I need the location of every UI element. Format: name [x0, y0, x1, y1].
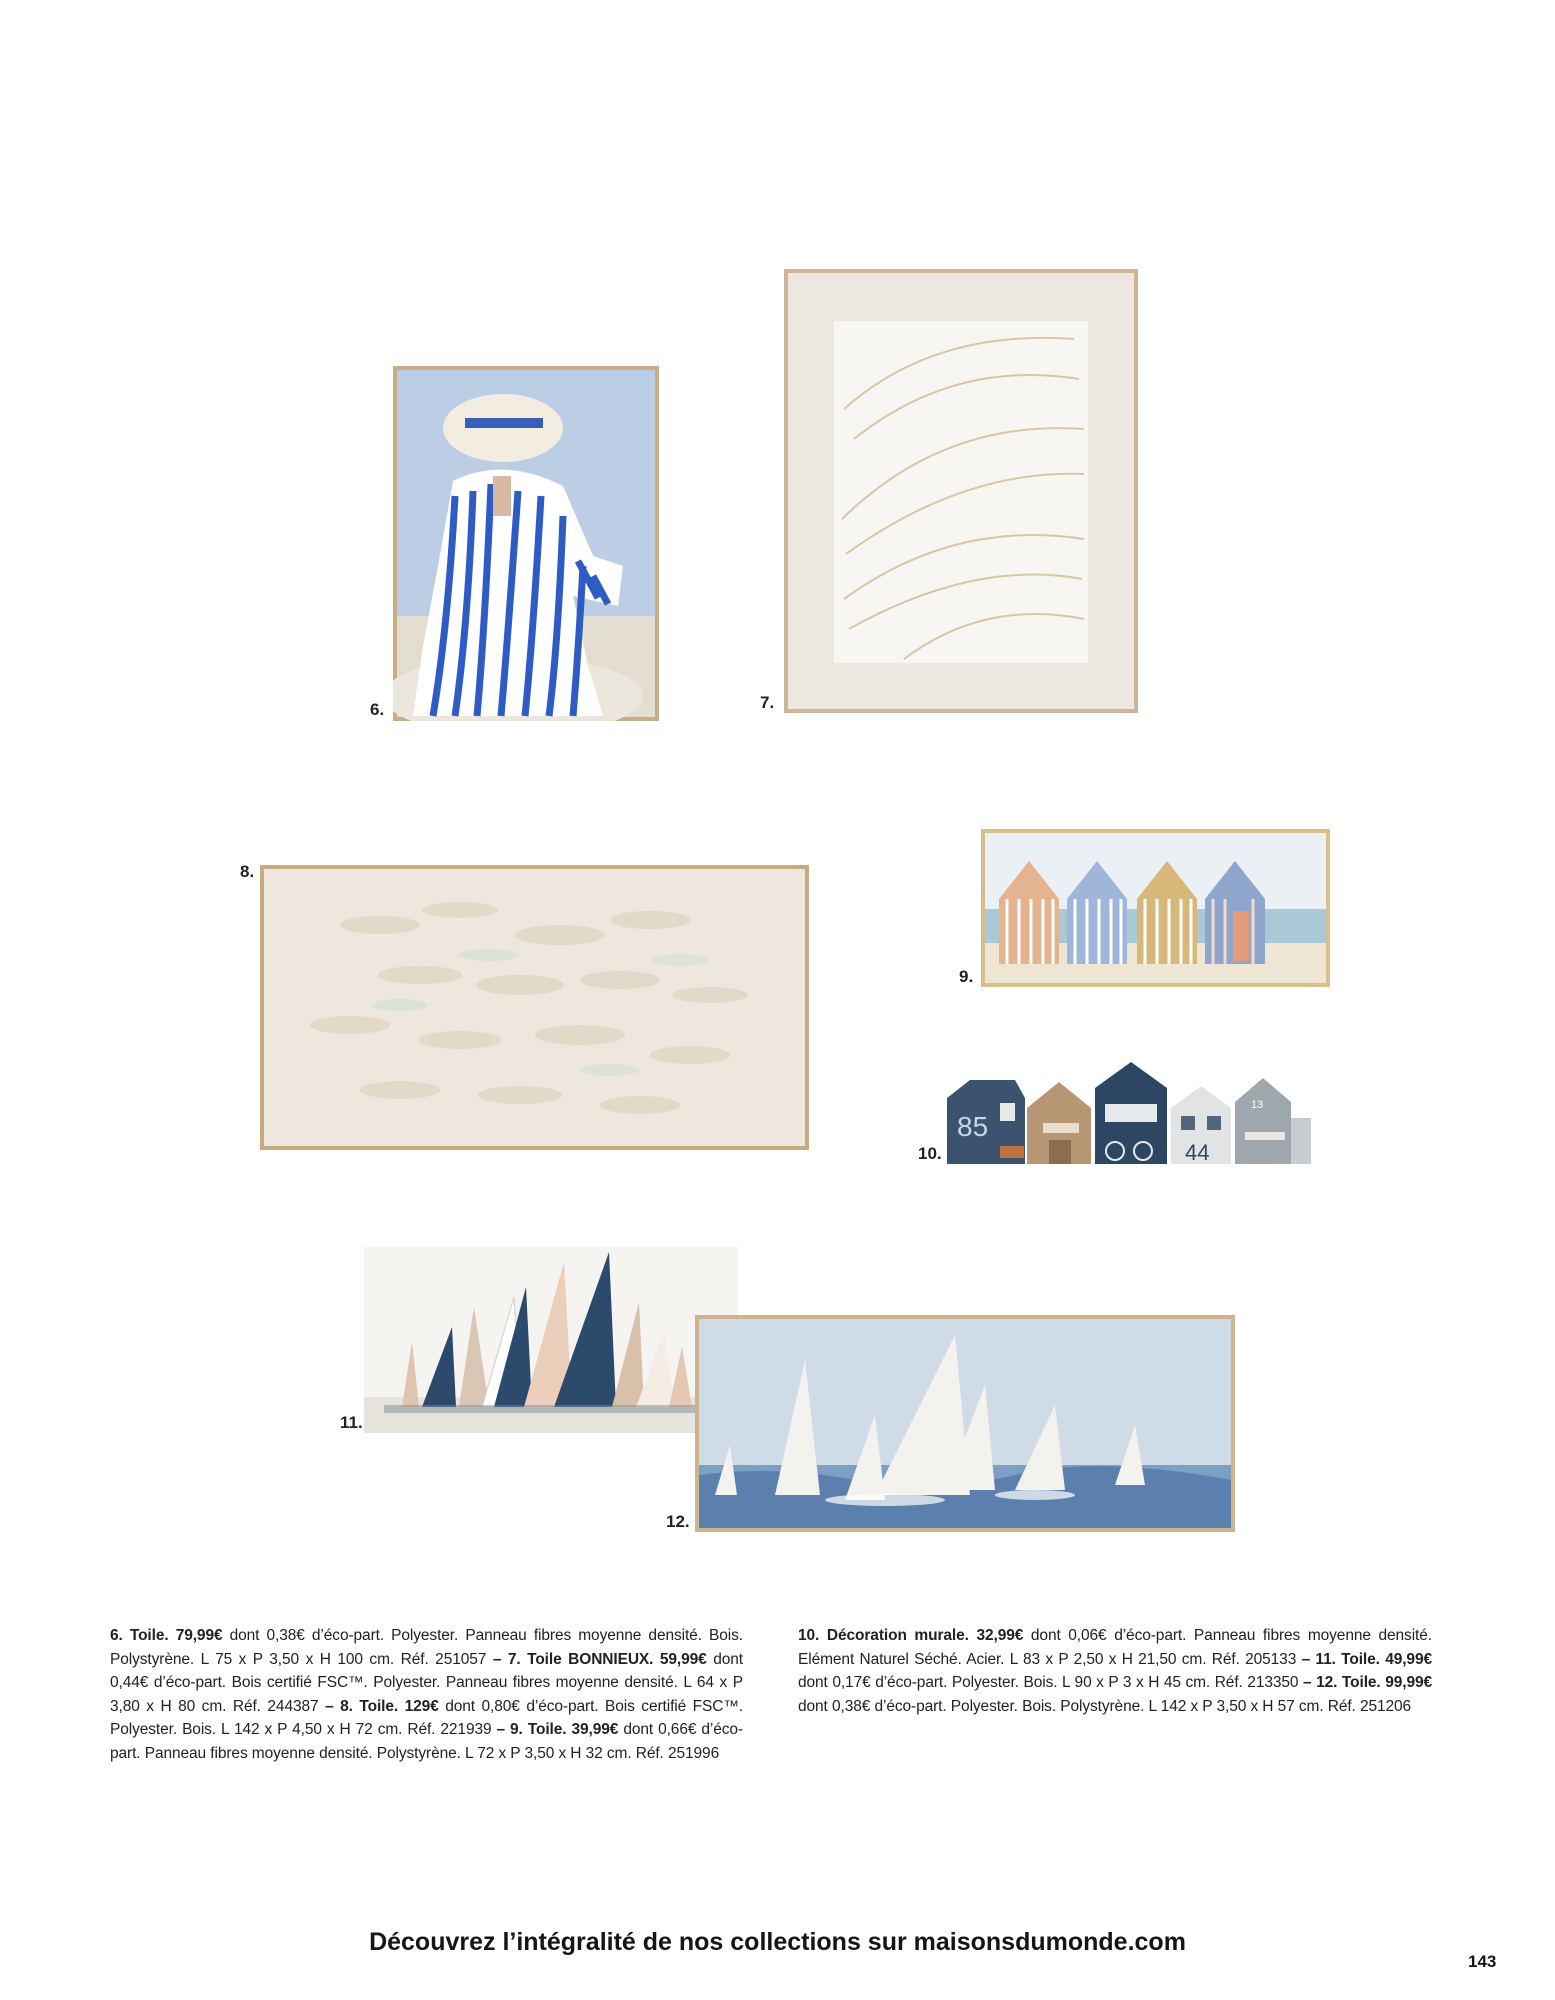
product-number-10: 10.	[918, 1144, 942, 1163]
canvas-fish-school-image	[260, 865, 809, 1150]
wall-decoration-huts-image	[945, 1058, 1357, 1166]
description-segment: dont 0,38€ d’éco-part. Polyester. Panneau fibres moyenne densité. Bois. Polystyrène. L 75 x P 3,50 x H 100 cm. Réf. 251057	[110, 1627, 743, 1668]
canvas-striped-figure-image	[393, 366, 659, 721]
description-right	[798, 1624, 1432, 1718]
description-segment: 6. Toile. 79,99€	[110, 1627, 223, 1644]
product-number-12: 12.	[666, 1512, 690, 1531]
canvas-bonnieux-image	[784, 269, 1138, 713]
hut-number-44: 44	[1185, 1140, 1210, 1165]
product-number-8: 8.	[240, 862, 255, 881]
description-segment: dont 0,44€ d’éco-part. Bois certifié FSC™. Polyester. Panneau fibres moyenne densité. L 64 x P 3,80 x H 80 cm. Réf. 244387	[110, 1650, 743, 1715]
page-number: 143	[1468, 1952, 1497, 1971]
description-segment: – 8. Toile. 129€	[325, 1697, 439, 1715]
footer-website-text: Découvrez l’intégralité de nos collections sur maisonsdumonde.com	[369, 1928, 1186, 1956]
product-number-9: 9.	[959, 967, 974, 986]
hut-number-85: 85	[957, 1111, 989, 1142]
description-segment: dont 0,17€ d’éco-part. Polyester. Bois. L 90 x P 3 x H 45 cm. Réf. 213350	[798, 1674, 1303, 1691]
product-number-11: 11.	[340, 1413, 363, 1432]
hut-number-13: 13	[1251, 1099, 1264, 1111]
description-segment: – 11. Toile. 49,99€	[1301, 1650, 1432, 1668]
canvas-sailboats-regatta-image	[364, 1247, 738, 1433]
description-left	[110, 1624, 743, 1765]
description-segment: – 9. Toile. 39,99€	[496, 1721, 619, 1738]
description-segment: 10. Décoration murale. 32,99€	[798, 1627, 1024, 1644]
description-segment: dont 0,80€ d’éco-part. Bois certifié FSC™. Polyester. Bois. L 142 x P 4,50 x H 72 cm. Réf. 221939	[110, 1697, 743, 1738]
description-segment: – 12. Toile. 99,99€	[1303, 1674, 1433, 1691]
canvas-beach-huts-image	[981, 829, 1330, 987]
description-segment: – 7. Toile BONNIEUX. 59,99€	[492, 1650, 707, 1668]
canvas-sailboats-blue-image	[695, 1315, 1235, 1532]
product-number-7: 7.	[760, 693, 775, 712]
description-segment: dont 0,06€ d’éco-part. Panneau fibres moyenne densité. Elément Naturel Séché. Acier. L 83 x P 2,50 x H 21,50 cm. Réf. 205133	[798, 1627, 1432, 1668]
description-segment: dont 0,66€ d’éco-part. Panneau fibres moyenne densité. Polystyrène. L 72 x P 3,50 x H 32 cm. Réf. 251996	[110, 1721, 743, 1762]
product-number-6: 6.	[370, 700, 385, 719]
description-segment: dont 0,38€ d’éco-part. Polyester. Bois. Polystyrène. L 142 x P 3,50 x H 57 cm. Réf. 251206	[798, 1697, 1412, 1715]
